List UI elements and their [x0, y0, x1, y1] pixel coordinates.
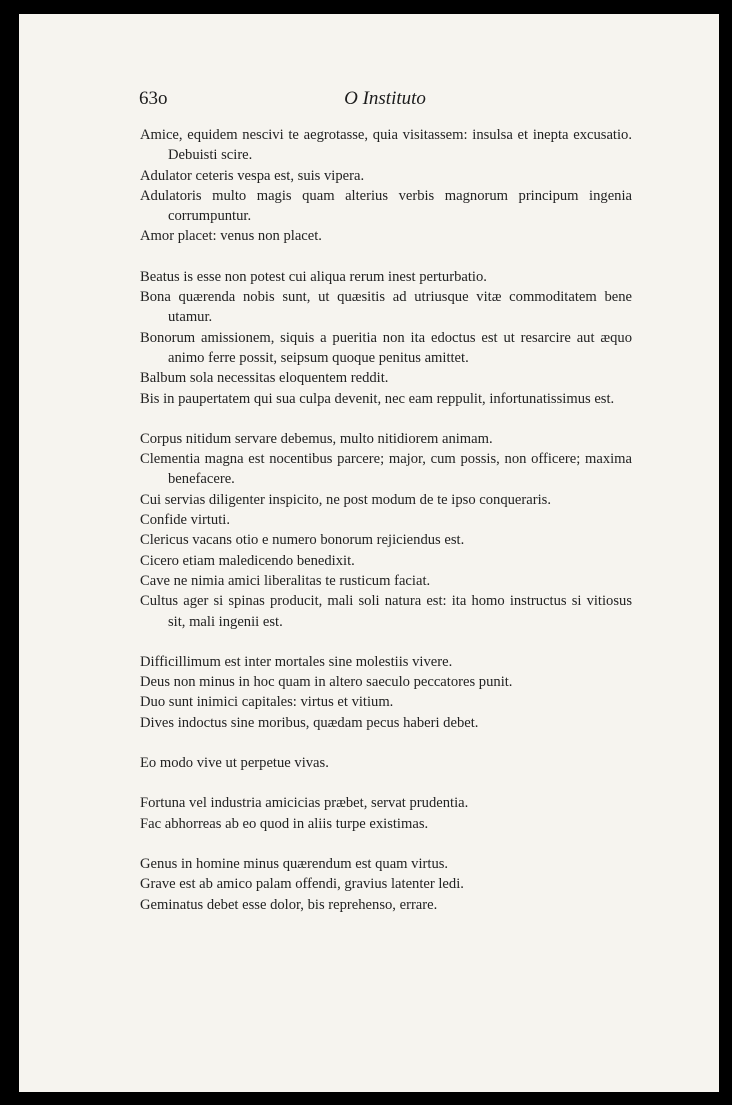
proverb-entry: Beatus is esse non potest cui aliqua rerum inest perturbatio.	[140, 268, 487, 285]
proverb-entry: Eo modo vive ut perpetue vivas.	[140, 755, 329, 772]
proverb-entry: Cui servias diligenter inspicito, ne post modum de te ipso conqueraris.	[140, 491, 551, 508]
proverb-entry: Bona quærenda nobis sunt, ut quæsitis ad utriusque vitæ commoditatem bene utamur.	[140, 289, 632, 326]
proverb-entry: Duo sunt inimici capitales: virtus et vitium.	[140, 694, 394, 711]
proverb-entry: Amice, equidem nescivi te aegrotasse, quia visitassem: insulsa et inepta excusatio. Debuisti scire.	[140, 127, 632, 164]
proverb-entry: Corpus nitidum servare debemus, multo nitidiorem animam.	[140, 430, 493, 447]
section-e	[140, 753, 632, 773]
proverb-entry: Genus in homine minus quærendum est quam virtus.	[140, 855, 449, 872]
section-d	[140, 652, 632, 733]
proverb-entry: Bonorum amissionem, siquis a pueritia non ita edoctus est ut resarcire aut æquo animo ferre possit, seipsum quoque penitus amittet.	[140, 329, 632, 366]
proverb-entry: Difficillimum est inter mortales sine molestiis vivere.	[140, 653, 453, 670]
section-b	[140, 267, 632, 409]
section-a	[140, 125, 632, 247]
section-g	[140, 854, 632, 915]
proverb-entry: Bis in paupertatem qui sua culpa devenit, nec eam reppulit, infortunatissimus est.	[140, 390, 615, 407]
proverb-entry: Adulator ceteris vespa est, suis vipera.	[140, 167, 365, 184]
proverb-entry: Clericus vacans otio e numero bonorum rejiciendus est.	[140, 532, 465, 549]
book-page	[19, 14, 719, 1092]
section-f	[140, 793, 632, 834]
section-c	[140, 429, 632, 632]
proverb-entry: Geminatus debet esse dolor, bis reprehenso, errare.	[140, 896, 438, 913]
proverb-entry: Cultus ager si spinas producit, mali soli natura est: ita homo instructus si vitiosus sit, mali ingenii est.	[140, 593, 632, 630]
proverb-entry: Clementia magna est nocentibus parcere; major, cum possis, non officere; maxima benefacere.	[140, 451, 632, 488]
proverb-entry: Balbum sola necessitas eloquentem reddit.	[140, 370, 389, 387]
proverb-entry: Cave ne nimia amici liberalitas te rusticum faciat.	[140, 572, 431, 589]
proverb-entry: Cicero etiam maledicendo benedixit.	[140, 552, 355, 569]
running-title: O Instituto	[344, 88, 426, 109]
proverb-entry: Adulatoris multo magis quam alterius verbis magnorum principum ingenia corrumpuntur.	[140, 187, 632, 225]
page-header	[139, 88, 631, 114]
proverb-entry: Confide virtuti.	[140, 512, 230, 529]
proverb-list	[140, 125, 632, 935]
page-number: 63o	[139, 88, 168, 109]
proverb-entry: Fac abhorreas ab eo quod in aliis turpe existimas.	[140, 815, 429, 832]
proverb-entry: Dives indoctus sine moribus, quædam pecus haberi debet.	[140, 714, 479, 731]
proverb-entry: Grave est ab amico palam offendi, gravius latenter ledi.	[140, 876, 464, 893]
proverb-entry: Fortuna vel industria amicicias præbet, servat prudentia.	[140, 795, 469, 812]
proverb-entry: Amor placet: venus non placet.	[140, 228, 322, 245]
proverb-entry: Deus non minus in hoc quam in altero saeculo peccatores punit.	[140, 674, 513, 691]
